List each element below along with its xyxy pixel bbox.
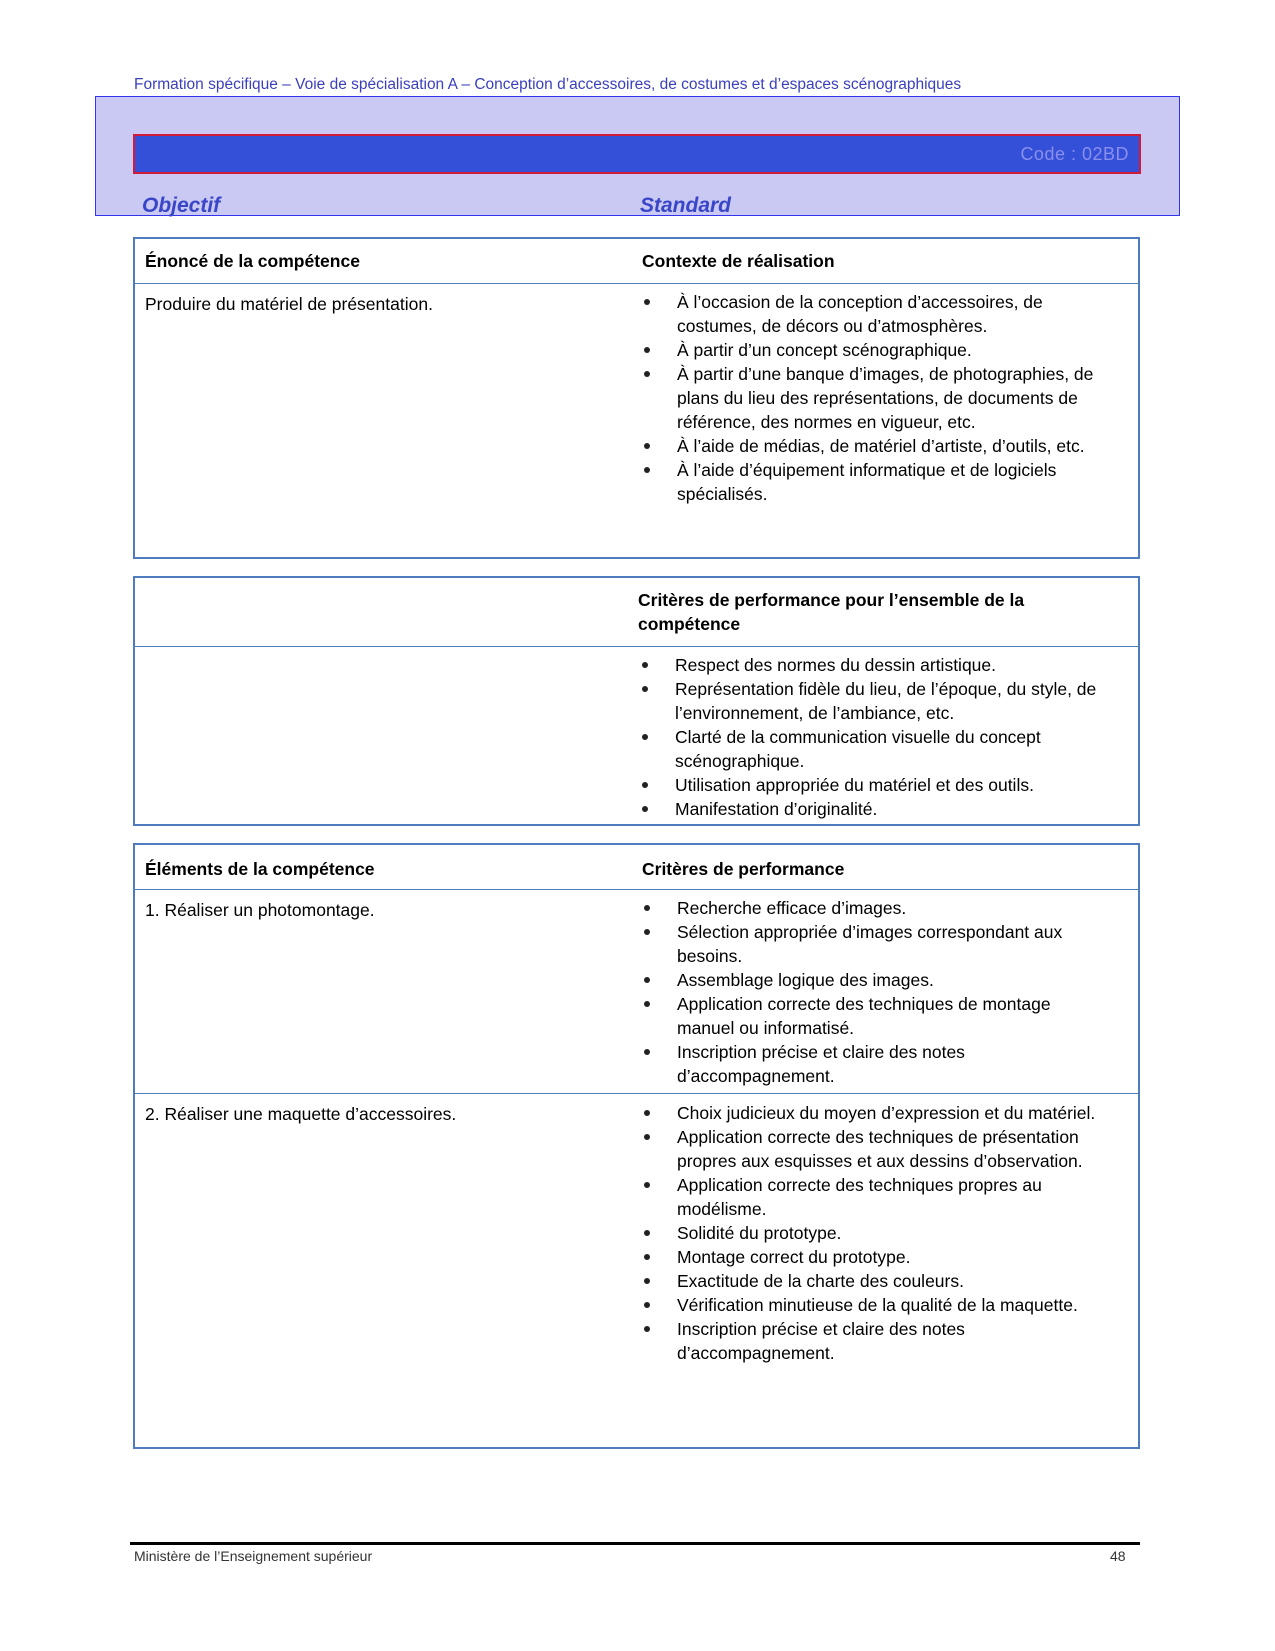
statement-context-table bbox=[133, 237, 1140, 559]
criterion-item: Représentation fidèle du lieu, de l’époque, du style, de l’environnement, de l’ambiance, etc. bbox=[638, 677, 1108, 725]
context-list bbox=[640, 290, 1105, 506]
element-2-criteria bbox=[640, 1101, 1105, 1365]
statement-header: Énoncé de la compétence bbox=[145, 251, 360, 271]
criterion-item: Respect des normes du dessin artistique. bbox=[638, 653, 1108, 677]
element-1-label: 1. Réaliser un photomontage. bbox=[145, 900, 375, 920]
criterion-item: Application correcte des techniques de présentation propres aux esquisses et aux dessins d’observation. bbox=[640, 1125, 1105, 1173]
footer-ministry: Ministère de l’Enseignement supérieur bbox=[134, 1548, 373, 1564]
table-header bbox=[135, 239, 1138, 284]
criterion-item: À l’occasion de la conception d’accessoires, de costumes, de décors ou d’atmosphères. bbox=[640, 290, 1105, 338]
page-number: 48 bbox=[1110, 1548, 1126, 1564]
criterion-item: À partir d’un concept scénographique. bbox=[640, 338, 1105, 362]
element-1-criteria bbox=[640, 896, 1105, 1088]
global-criteria-header: Critères de performance pour l’ensemble de la compétence bbox=[638, 590, 1025, 634]
row-separator bbox=[135, 1093, 1138, 1094]
table-header bbox=[135, 845, 1138, 890]
global-criteria-table bbox=[133, 576, 1140, 826]
criterion-item: Inscription précise et claire des notes d’accompagnement. bbox=[640, 1040, 1105, 1088]
criteria-header: Critères de performance bbox=[642, 859, 845, 879]
criterion-item: Montage correct du prototype. bbox=[640, 1245, 1105, 1269]
criterion-item: Sélection appropriée d’images correspondant aux besoins. bbox=[640, 920, 1105, 968]
table-header bbox=[135, 578, 1138, 647]
criterion-item: Exactitude de la charte des couleurs. bbox=[640, 1269, 1105, 1293]
criterion-item: Vérification minutieuse de la qualité de la maquette. bbox=[640, 1293, 1105, 1317]
criterion-item: Application correcte des techniques propres au modélisme. bbox=[640, 1173, 1105, 1221]
objective-heading: Objectif bbox=[142, 194, 221, 217]
criterion-item: Recherche efficace d’images. bbox=[640, 896, 1105, 920]
context-header: Contexte de réalisation bbox=[642, 251, 835, 271]
criterion-item: Application correcte des techniques de montage manuel ou informatisé. bbox=[640, 992, 1105, 1040]
footer-rule bbox=[130, 1542, 1140, 1545]
competency-statement: Produire du matériel de présentation. bbox=[145, 294, 433, 314]
running-header: Formation spécifique – Voie de spécialisation A – Conception d’accessoires, de costumes et d’espaces scénographiques bbox=[134, 76, 962, 93]
criterion-item: Solidité du prototype. bbox=[640, 1221, 1105, 1245]
elements-table bbox=[133, 843, 1140, 1449]
element-2-label: 2. Réaliser une maquette d’accessoires. bbox=[145, 1104, 457, 1124]
criterion-item: Inscription précise et claire des notes d’accompagnement. bbox=[640, 1317, 1105, 1365]
criterion-item: Utilisation appropriée du matériel et des outils. bbox=[638, 773, 1108, 797]
criterion-item: À partir d’une banque d’images, de photographies, de plans du lieu des représentations, de documents de référence, des normes en vigueur, etc. bbox=[640, 362, 1105, 434]
code-bar bbox=[133, 134, 1141, 174]
competency-code: Code : 02BD bbox=[1020, 144, 1129, 164]
criterion-item: Assemblage logique des images. bbox=[640, 968, 1105, 992]
elements-header: Éléments de la compétence bbox=[145, 859, 375, 879]
standard-heading: Standard bbox=[640, 194, 732, 217]
criterion-item: Manifestation d’originalité. bbox=[638, 797, 1108, 821]
criterion-item: Choix judicieux du moyen d’expression et du matériel. bbox=[640, 1101, 1105, 1125]
global-criteria-list bbox=[638, 653, 1108, 821]
criterion-item: Clarté de la communication visuelle du concept scénographique. bbox=[638, 725, 1108, 773]
criterion-item: À l’aide d’équipement informatique et de logiciels spécialisés. bbox=[640, 458, 1105, 506]
criterion-item: À l’aide de médias, de matériel d’artiste, d’outils, etc. bbox=[640, 434, 1105, 458]
